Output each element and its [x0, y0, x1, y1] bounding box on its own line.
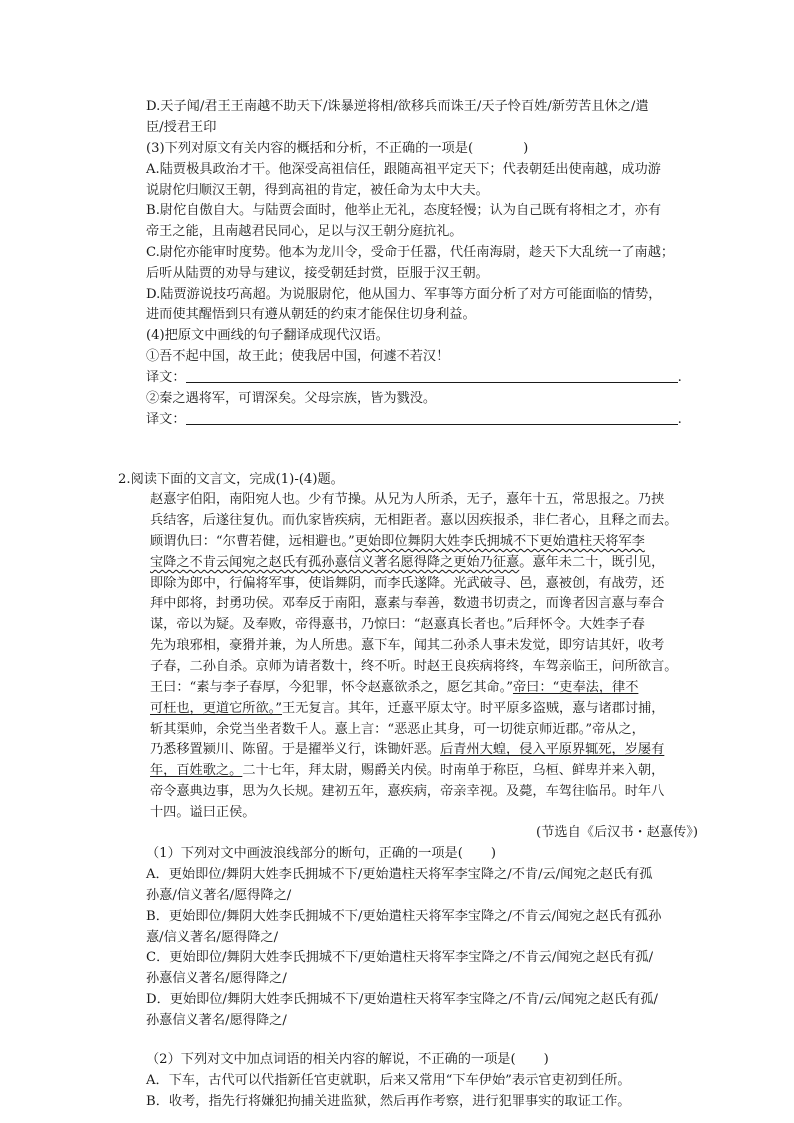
- q1-option-c-line1: C.尉佗亦能审时度势。他本为龙川令，受命于任嚣，代任南海尉，趁天下大乱统一了南越；: [146, 245, 675, 260]
- passage-line: 帝令憙典边事，思为久长规。建初五年，憙疾病，帝亲幸视。及薨，车驾往临吊。时年八: [150, 784, 665, 799]
- passage-line: 斩其渠帅，余党当坐者数千人。憙上言：“恶恶止其身，可一切徙京师近郡。”帝从之，: [150, 722, 645, 737]
- q1-translation-2: [146, 410, 696, 431]
- q1-sub3-stem-close: ): [523, 141, 529, 156]
- passage-line: 赵憙字伯阳，南阳宛人也。少有节操。从兄为人所杀，无子，憙年十五，常思报之。乃挟: [150, 492, 665, 507]
- passage-source: (节选自《后汉书・赵憙传》): [536, 825, 698, 840]
- underlined-sentence: 可枉也，更道它所欲。”: [150, 701, 283, 716]
- passage-line: [150, 740, 700, 761]
- q1-option-c-line2: 后听从陆贾的劝导与建议，接受朝廷封赏，臣服于汉王朝。: [146, 266, 489, 281]
- passage-line: 谋，帝以为疑。及奉败，帝得憙书，乃惊曰：“赵憙真长者也。”后拜怀令。大姓李子春: [150, 617, 645, 632]
- passage-text: 顾谓仇曰：“尔曹若健，远相避也。”: [150, 534, 355, 549]
- q2-sub1-stem-close: ): [490, 846, 497, 861]
- passage-line: [150, 532, 700, 553]
- q1-option-d-line1: D.天子闻/君王王南越不助天下/诛暴逆将相/欲移兵而诛王/天子怜百姓/新劳苦且休之/遣: [146, 99, 649, 114]
- wavy-underlined-text: 更始即位舞阴大姓李氏拥城不下更始遣柱天将军李: [354, 534, 645, 549]
- q2-sub1-option-d-line2: 孙憙信义著名/愿得降之/: [146, 1013, 287, 1028]
- translation-end: .: [677, 412, 682, 427]
- underlined-sentence: 年，百姓歌之。: [150, 763, 243, 778]
- underlined-sentence: 帝曰：“吏奉法，律不: [512, 680, 639, 695]
- q1-option-d-line2: 臣/授君王印: [146, 120, 217, 135]
- q2-sub2-stem-text: （2）下列对文中加点词语的相关内容的解说，不正确的一项是(: [146, 1052, 516, 1067]
- passage-line: [150, 761, 700, 782]
- underlined-sentence: 后青州大蝗，侵入平原界辄死，岁屡有: [440, 742, 665, 757]
- translation-answer-line[interactable]: [186, 368, 678, 383]
- passage-line: [150, 553, 700, 574]
- q1-option-b-line1: B.尉佗自傲自大。与陆贾会面时，他举止无礼，态度轻慢；认为自己既有将相之才，亦有: [146, 203, 662, 218]
- q2-sub1-option-a-line1: A．更始即位/舞阴大姓李氏拥城不下/更始遣柱天将军李宝降之/不肯/云/闻宛之赵氏有孤: [146, 867, 653, 882]
- q2-sub2-stem-close: ): [543, 1052, 549, 1067]
- q1-sentence-2: ②秦之遇将军，可谓深矣。父母宗族，皆为戮没。: [146, 391, 437, 406]
- translation-label: 译文：: [146, 412, 186, 427]
- q1-option-a-line2: 说尉佗归顺汉王朝，得到高祖的肯定，被任命为太中大夫。: [146, 183, 489, 198]
- q1-option-b-line2: 帝王之能，且南越君民同心，足以与汉王朝分庭抗礼。: [146, 224, 463, 239]
- q1-option-d3-line2: 进而使其醒悟到只有遵从朝廷的约束才能保住切身利益。: [146, 307, 476, 322]
- passage-text: 乃悉移置颍川、陈留。于是擢举义行，诛锄奸恶。: [150, 742, 441, 757]
- q2-sub1-stem-text: （1）下列对文中画波浪线部分的断句，正确的一项是(: [146, 846, 463, 861]
- q2-sub2-option-a: A．下车，古代可以代指新任官吏就职，后来又常用“下车伊始”表示官吏初到任所。: [146, 1073, 631, 1088]
- passage-line: [150, 678, 700, 699]
- q2-sub1-option-c-line2: 孙憙信义著名/愿得降之/: [146, 971, 287, 986]
- passage-line: 子春，二孙自杀。京师为请者数十，终不听。时赵王良疾病将终，车驾亲临王，问所欲言。: [150, 659, 678, 674]
- passage-line: [150, 699, 700, 720]
- q2-sub1-option-a-line2: 孙憙/信义著名/愿得降之/: [146, 888, 292, 903]
- q2-intro: 2.阅读下面的文言文，完成(1)-(4)题。: [118, 472, 344, 487]
- translation-label: 译文：: [146, 370, 186, 385]
- q2-sub1-option-c-line1: C．更始即位/舞阴大姓李氏拥城不下/更始遣柱天将军李宝降之/不肯云/闻宛之赵氏有孤/: [146, 950, 654, 965]
- translation-answer-line[interactable]: [186, 410, 678, 425]
- q2-sub1-option-d-line1: D．更始即位/舞阴大姓李氏拥城不下/更始遣柱天将军李宝降之/不肯/云/闻宛之赵氏有孤/: [146, 992, 658, 1007]
- passage-text: 二十七年，拜太尉，赐爵关内侯。时南单于称臣，乌桓、鲜卑并来入朝，: [242, 763, 665, 778]
- passage-line: 即除为郎中，行偏将军事，使诣舞阴，而李氏遂降。光武破寻、邑，憙被创，有战劳，还: [150, 576, 665, 591]
- q1-sentence-1: ①吾不起中国，故王此；使我居中国，何遽不若汉！: [146, 349, 450, 364]
- q1-translation-1: [146, 368, 696, 389]
- q1-option-d3-line1: D.陆贾游说技巧高超。为说服尉佗，他从国力、军事等方面分析了对方可能面临的情势，: [146, 287, 662, 302]
- passage-line: 先为琅邪相，豪猾并兼，为人所患。憙下车，闻其二孙杀人事未发觉，即穷诘其奸，收考: [150, 638, 665, 653]
- passage-line: 兵结客，后遂往复仇。而仇家皆疾病，无相距者。憙以因疾报杀，非仁者心，且释之而去。: [150, 513, 678, 528]
- passage-text: 王曰：“素与李子春厚，今犯罪，怀令赵憙欲杀之，愿乞其命。”: [150, 680, 513, 695]
- q2-sub1-option-b-line2: 憙/信义著名/愿得降之/: [146, 930, 279, 945]
- passage-line: 拜中郎将，封勇功侯。邓奉反于南阳，憙素与奉善，数遗书切责之，而谗者因言憙与奉合: [150, 596, 665, 611]
- translation-end: .: [677, 370, 682, 385]
- q1-sub3-stem: [146, 139, 696, 160]
- q2-sub2-stem: [146, 1050, 696, 1071]
- q1-option-a-line1: A.陆贾极具政治才干。他深受高祖信任，跟随高祖平定天下；代表朝廷出使南越，成功游: [146, 162, 661, 177]
- q2-sub1-stem: [146, 844, 696, 865]
- q1-sub4-stem: (4)把原文中画线的句子翻译成现代汉语。: [146, 328, 389, 343]
- passage-line: 十四。谥曰正侯。: [150, 805, 256, 820]
- wavy-underlined-text: 宝降之不肯云闻宛之赵氏有孤孙憙信义著名愿得降之更始乃征憙: [150, 555, 520, 570]
- q1-sub3-stem-text: (3)下列对原文有关内容的概括和分析，不正确的一项是(: [146, 141, 474, 156]
- passage-text: 王无复言。其年，迁憙平原太守。时平原多盗贼，憙与诸郡讨捕，: [282, 701, 665, 716]
- q2-sub2-option-b: B．收考，指先行将嫌犯拘捕关进监狱，然后再作考察，进行犯罪事实的取证工作。: [146, 1094, 631, 1109]
- q2-sub1-option-b-line1: B．更始即位/舞阴大姓李氏拥城不下/更始遣柱天将军李宝降之/不肯云/闻宛之赵氏有孤孙: [146, 909, 662, 924]
- passage-text: 。憙年未二十，既引见，: [519, 555, 665, 570]
